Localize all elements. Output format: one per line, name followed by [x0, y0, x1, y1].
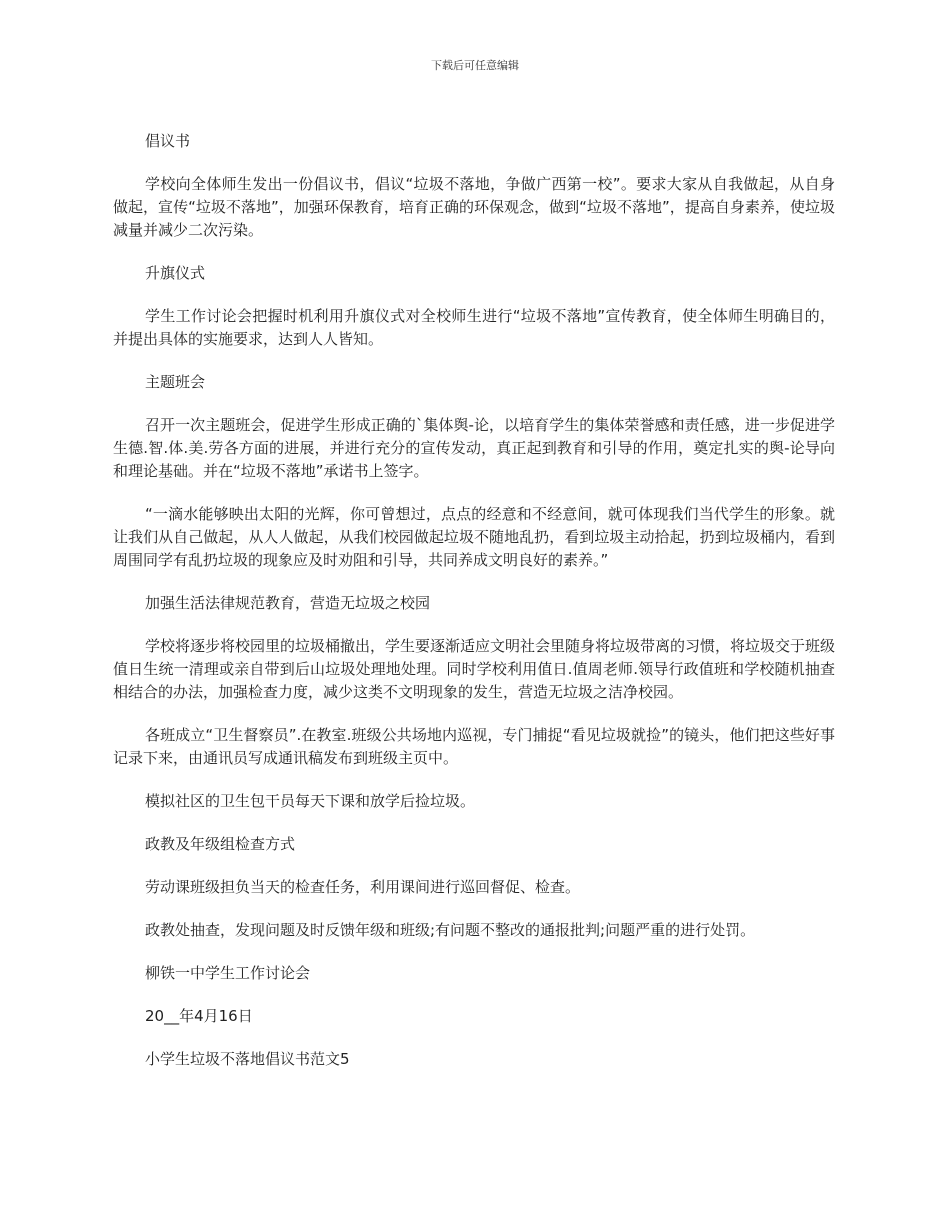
- signature-date: 20__年4月16日: [145, 1007, 253, 1025]
- paragraph-inspectors: 各班成立“卫生督察员”.在教室.班级公共场地内巡视，专门捕捉“看见垃圾就捡”的镜头，他们把这些好事记录下来，由通讯员写成通讯稿发布到班级主页中。: [113, 726, 835, 767]
- heading-inspection-method: 政教及年级组检查方式: [145, 835, 296, 853]
- paragraph-labor-class: 劳动课班级担负当天的检查任务，利用课间进行巡回督促、检查。: [145, 878, 581, 896]
- heading-proposal: 倡议书: [145, 132, 191, 150]
- paragraph-class-meeting-body: 召开一次主题班会，促进学生形成正确的`集体舆-论，以培育学生的集体荣誉感和责任感，进一步促进学生德.智.体.美.劳各方面的进展，并进行充分的宣传发动，真正起到教育和引导的作用，奠定扎实的舆-论导向和理论基础。并在“垃圾不落地”承诺书上签字。: [113, 416, 835, 480]
- paragraph-education-body: 学校将逐步将校园里的垃圾桶撤出，学生要逐渐适应文明社会里随身将垃圾带离的习惯，将垃圾交于班级值日生统一清理或亲自带到后山垃圾处理地处理。同时学校利用值日.值周老师.领导行政值班和学校随机抽查相结合的办法，加强检查力度，减少这类不文明现象的发生，营造无垃圾之洁净校园。: [113, 637, 836, 701]
- heading-flag-ceremony: 升旗仪式: [145, 264, 206, 282]
- next-section-title: 小学生垃圾不落地倡议书范文5: [145, 1050, 350, 1068]
- paragraph-community: 模拟社区的卫生包干员每天下课和放学后捡垃圾。: [145, 792, 476, 810]
- heading-education: 加强生活法律规范教育，营造无垃圾之校园: [145, 594, 431, 612]
- paragraph-proposal-body: 学校向全体师生发出一份倡议书，倡议“垃圾不落地，争做广西第一校”。要求大家从自我做起，从自身做起，宣传“垃圾不落地”，加强环保教育，培育正确的环保观念，做到“垃圾不落地”，提高自身素养，使垃圾减量并减少二次污染。: [113, 175, 835, 239]
- page-header: 下载后可任意编辑: [431, 59, 519, 72]
- paragraph-quote: “一滴水能够映出太阳的光辉，你可曾想过，点点的经意和不经意间，就可体现我们当代学生的形象。就让我们从自己做起，从人人做起，从我们校园做起垃圾不随地乱扔，看到垃圾主动拾起，扔到垃圾桶内，看到周围同学有乱扔垃圾的现象应及时劝阻和引导，共同养成文明良好的素养。”: [113, 505, 835, 569]
- paragraph-flag-ceremony-body: 学生工作讨论会把握时机利用升旗仪式对全校师生进行“垃圾不落地”宣传教育，使全体师生明确目的，并提出具体的实施要求，达到人人皆知。: [113, 307, 835, 348]
- heading-class-meeting: 主题班会: [145, 373, 206, 391]
- paragraph-spot-check: 政教处抽查，发现问题及时反馈年级和班级;有问题不整改的通报批判;问题严重的进行处罚。: [145, 921, 756, 939]
- document-body: [113, 130, 835, 1091]
- signature-organization: 柳铁一中学生工作讨论会: [145, 964, 311, 982]
